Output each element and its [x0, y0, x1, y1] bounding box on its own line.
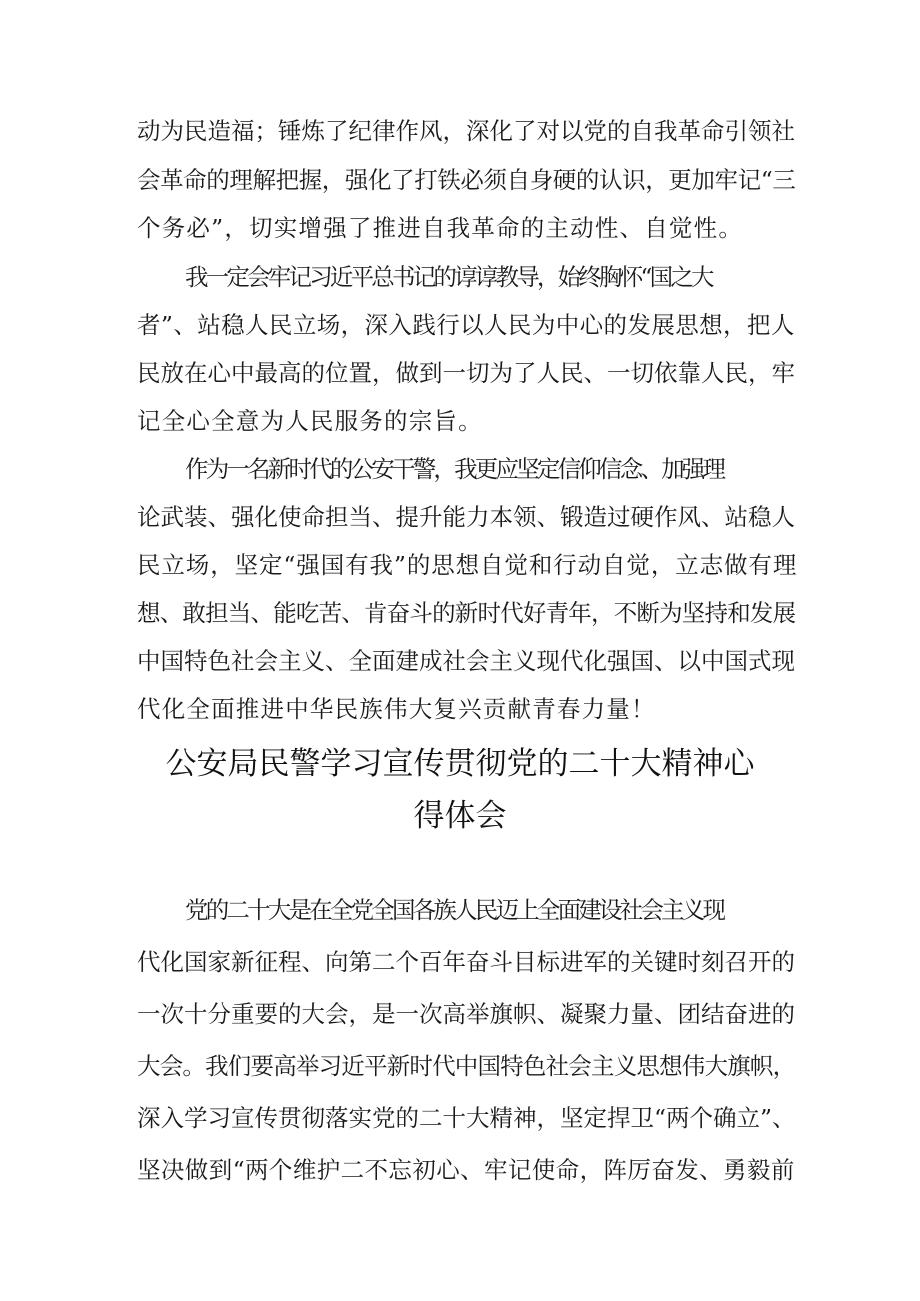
article-title-continuation: 得体会 — [413, 798, 507, 834]
paragraph-line: 代化国家新征程、向第二个百年奋斗目标进军的关键时刻召开的 — [137, 948, 795, 976]
paragraph-line: 一次十分重要的大会，是一次高举旗帜、凝聚力量、团结奋进的 — [137, 1000, 795, 1028]
paragraph-line: 中国特色社会主义、全面建成社会主义现代化强国、以中国式现 — [137, 647, 795, 675]
paragraph-line: 我一定会牢记习近平总书记的谆谆教导，始终胸怀“国之大 — [185, 263, 712, 291]
paragraph-line: 大会。我们要高举习近平新时代中国特色社会主义思想伟大旗帜， — [137, 1052, 796, 1080]
paragraph-line: 代化全面推进中华民族伟大复兴贡献青春力量！ — [137, 695, 656, 723]
paragraph-line: 民放在心中最高的位置，做到一切为了人民、一切依靠人民，牢 — [137, 359, 795, 387]
paragraph-line: 者”、站稳人民立场，深入践行以人民为中心的发展思想，把人 — [137, 311, 795, 339]
paragraph-line: 会革命的理解把握，强化了打铁必须自身硬的认识，更加牢记“三 — [137, 166, 796, 194]
paragraph-line: 作为一名新时代的公安干警，我更应坚定信仰信念、加强理 — [185, 455, 724, 483]
paragraph-line: 深入学习宣传贯彻落实党的二十大精神，坚定捍卫“两个确立”、 — [137, 1104, 796, 1132]
paragraph-line: 民立场，坚定“强国有我”的思想自觉和行动自觉，立志做有理 — [137, 551, 798, 579]
paragraph-line: 个务必”，切实增强了推进自我革命的主动性、自觉性。 — [137, 214, 744, 242]
paragraph-line: 记全心全意为人民服务的宗旨。 — [137, 407, 483, 435]
paragraph-line: 想、敢担当、能吃苦、肯奋斗的新时代好青年，不断为坚持和发展 — [137, 599, 796, 627]
article-title: 公安局民警学习宣传贯彻党的二十大精神心 — [165, 746, 755, 782]
paragraph-line: 论武装、强化使命担当、提升能力本领、锻造过硬作风、站稳人 — [137, 503, 795, 531]
paragraph-line: 动为民造福；锤炼了纪律作风，深化了对以党的自我革命引领社 — [137, 117, 795, 145]
paragraph-line: 坚决做到“两个维护二不忘初心、牢记使命，阵厉奋发、勇毅前 — [137, 1156, 795, 1184]
paragraph-line: 党的二十大是在全党全国各族人民迈上全面建设社会主义现 — [185, 896, 724, 924]
